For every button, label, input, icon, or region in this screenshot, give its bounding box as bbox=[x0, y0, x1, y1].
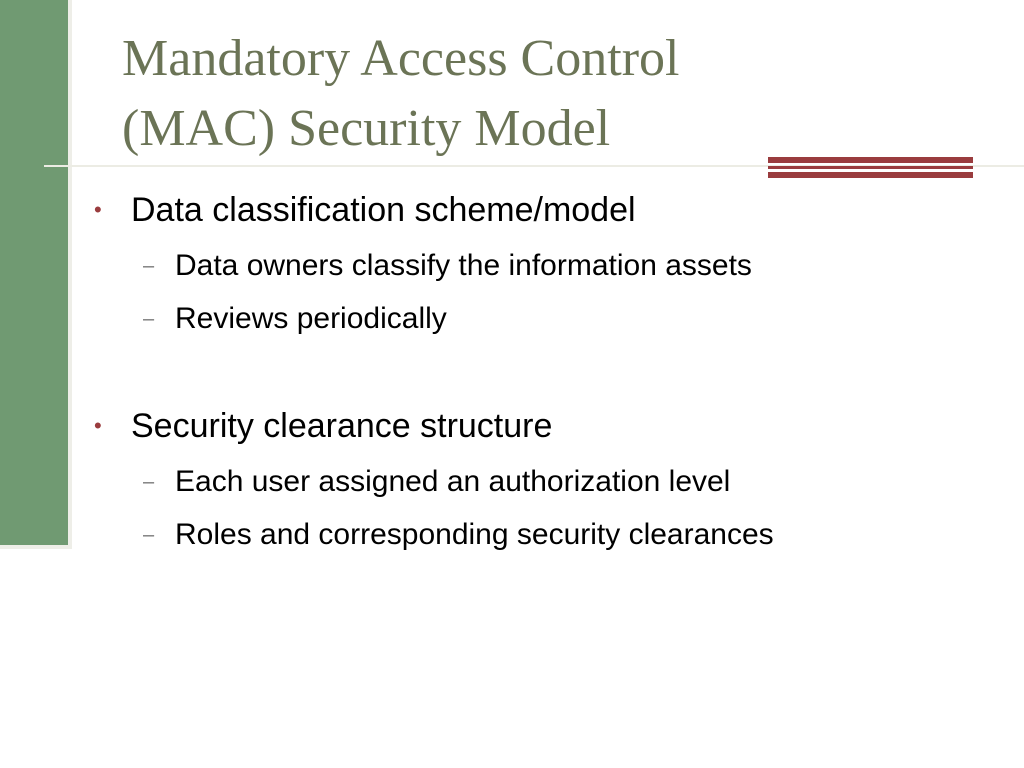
sub-bullet-text: Data owners classify the information assets bbox=[175, 249, 752, 282]
bullet-dot-icon: • bbox=[94, 197, 102, 222]
sub-bullet-dash-icon: – bbox=[143, 255, 155, 277]
sub-bullet-text: Roles and corresponding security clearances bbox=[175, 518, 774, 551]
sub-bullet-dash-icon: – bbox=[143, 308, 155, 330]
bullet-text: Data classification scheme/model bbox=[131, 191, 636, 229]
slide-title-line-2: (MAC) Security Model bbox=[122, 100, 611, 157]
bullet-dot-icon: • bbox=[94, 413, 102, 438]
sub-bullet-dash-icon: – bbox=[143, 524, 155, 546]
sub-bullet-dash-icon: – bbox=[143, 471, 155, 493]
sub-bullet-text: Reviews periodically bbox=[175, 302, 447, 335]
slide-title-line-1: Mandatory Access Control bbox=[122, 30, 680, 87]
bullet-text: Security clearance structure bbox=[131, 407, 553, 445]
sub-bullet-text: Each user assigned an authorization level bbox=[175, 465, 731, 498]
